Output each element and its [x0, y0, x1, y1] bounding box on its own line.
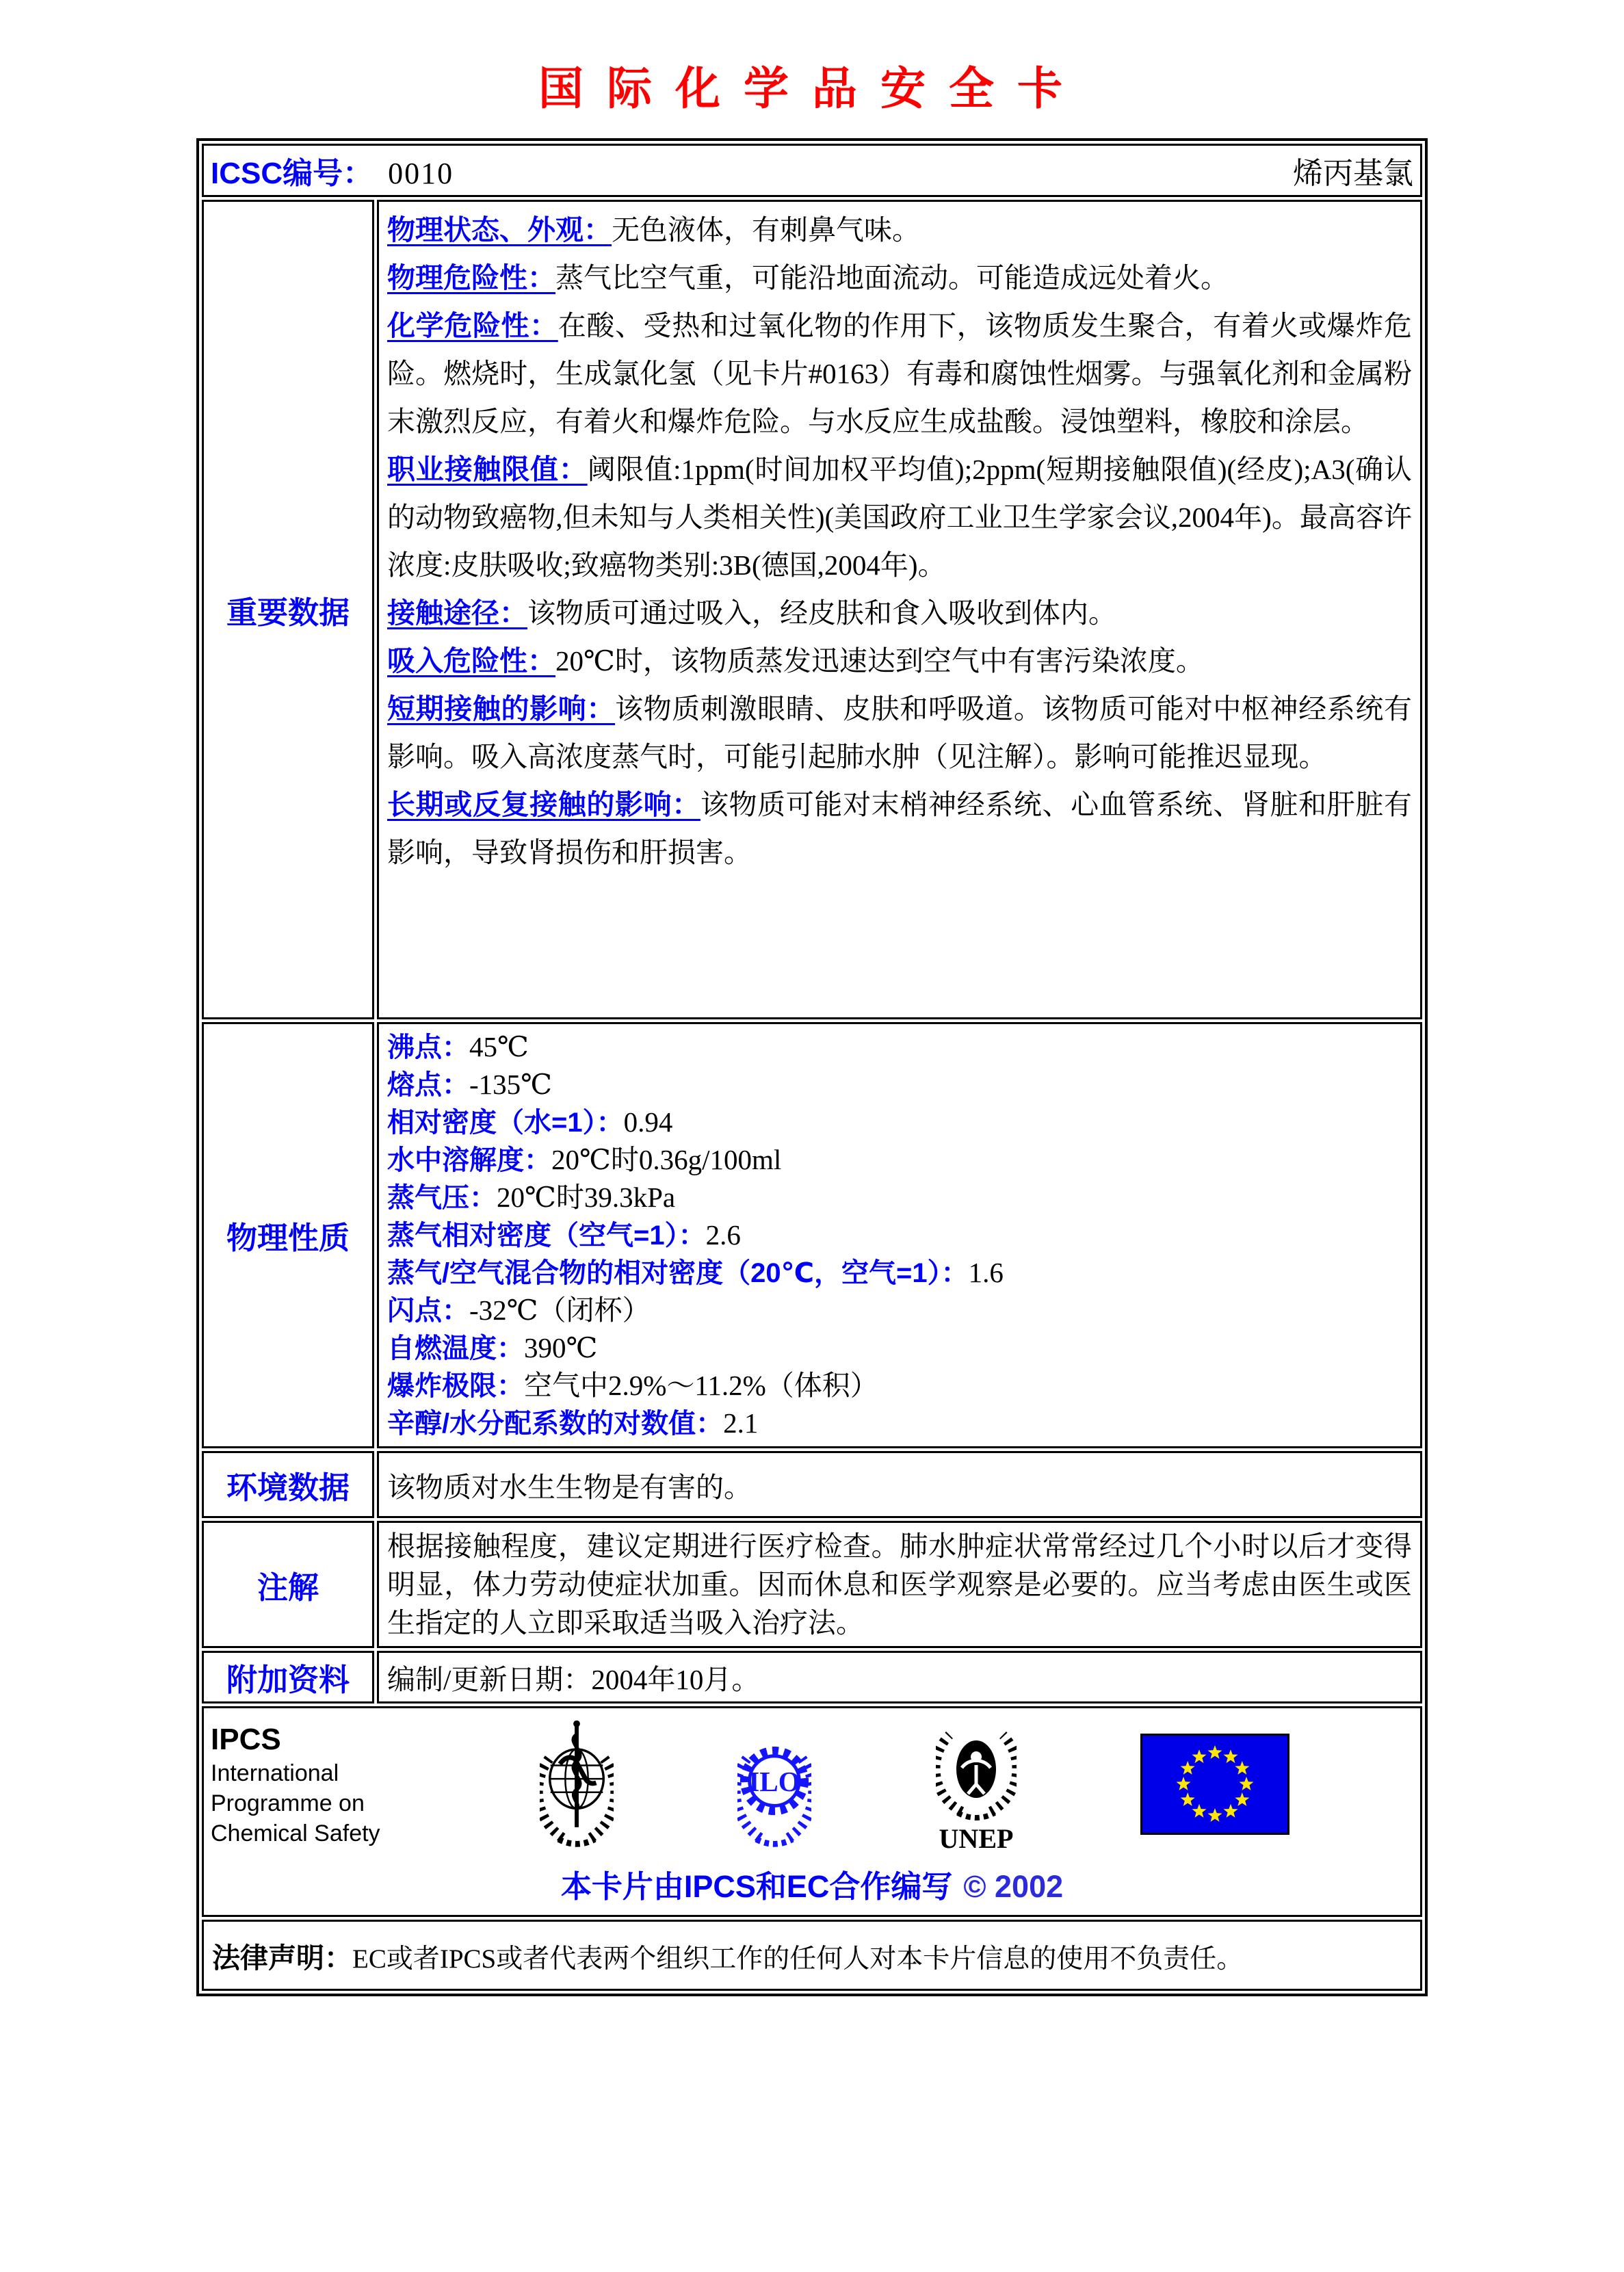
- ipcs-acronym: IPCS: [211, 1723, 281, 1757]
- property-label: 爆炸极限：: [387, 1371, 524, 1401]
- notes-row: [202, 1521, 1422, 1648]
- property-value: 45℃: [469, 1031, 529, 1062]
- important-item: [387, 685, 1412, 781]
- environment-row: [202, 1451, 1422, 1518]
- header-row: [202, 144, 1422, 197]
- property-value: 2.1: [723, 1407, 759, 1439]
- field-text: 该物质可通过吸入，经皮肤和食入吸收到体内。: [527, 597, 1116, 629]
- property-label: 熔点：: [387, 1070, 469, 1100]
- important-item: [387, 445, 1412, 589]
- property-label: 闪点：: [387, 1296, 469, 1326]
- property-value: -32℃（闭杯）: [469, 1294, 651, 1326]
- legal-row: [202, 1920, 1422, 1991]
- section-label-notes: 注解: [202, 1521, 374, 1648]
- physical-property-row: [387, 1292, 1412, 1329]
- header-cell: [202, 144, 1422, 197]
- field-label: 物理状态、外观：: [387, 214, 612, 246]
- field-label: 物理危险性：: [387, 262, 555, 293]
- property-value: 1.6: [968, 1257, 1004, 1288]
- section-label-important: 重要数据: [202, 200, 374, 1019]
- important-item: [387, 781, 1412, 876]
- field-text: 蒸气比空气重，可能沿地面流动。可能造成远处着火。: [555, 262, 1229, 293]
- unep-letters: UNEP: [939, 1823, 1014, 1853]
- field-text: 无色液体，有刺鼻气味。: [612, 214, 920, 246]
- physical-property-row: [387, 1216, 1412, 1254]
- icsc-card: [196, 138, 1428, 1996]
- physical-properties-row: [202, 1022, 1422, 1448]
- logos-cell: [202, 1706, 1422, 1917]
- important-item: [387, 206, 1412, 254]
- unep-icon: [936, 1716, 1017, 1856]
- field-text: 阈限值:1ppm(时间加权平均值);2ppm(短期接触限值)(经皮);A3(确认的动物致癌物,但未知与人类相关性)(美国政府工业卫生学家会议,2004年)。最高容许浓度:皮肤吸收;致癌物类别:3B(德国,2004年)。: [387, 454, 1412, 581]
- physical-property-row: [387, 1104, 1412, 1141]
- physical-property-row: [387, 1179, 1412, 1216]
- additional-info-cell: 编制/更新日期：2004年10月。: [377, 1651, 1422, 1703]
- physical-property-row: [387, 1141, 1412, 1179]
- field-label: 吸入危险性：: [387, 645, 555, 677]
- field-text: 该物质刺激眼睛、皮肤和呼吸道。该物质可能对中枢神经系统有影响。吸入高浓度蒸气时，可能引起肺水肿（见注解）。影响可能推迟显现。: [387, 693, 1412, 772]
- property-label: 自燃温度：: [387, 1333, 524, 1363]
- property-value: 20℃时0.36g/100ml: [551, 1144, 782, 1175]
- environment-cell: 该物质对水生生物是有害的。: [377, 1451, 1422, 1518]
- property-value: 空气中2.9%～11.2%（体积）: [524, 1370, 878, 1401]
- field-label: 化学危险性：: [387, 310, 558, 341]
- icsc-number-label: ICSC编号：: [211, 157, 374, 190]
- property-label: 蒸气/空气混合物的相对密度（20℃，空气=1）：: [387, 1258, 969, 1288]
- physical-property-row: [387, 1367, 1412, 1405]
- credit-year: © 2002: [963, 1869, 1064, 1904]
- ilo-icon: [737, 1716, 811, 1856]
- physical-property-row: [387, 1405, 1412, 1442]
- field-label: 职业接触限值：: [387, 454, 588, 485]
- field-text: 20℃时，该物质蒸发迅速达到空气中有害污染浓度。: [555, 645, 1204, 677]
- icsc-number-value: 0010: [388, 157, 454, 190]
- ilo-letters: ILO: [748, 1765, 801, 1797]
- property-value: 20℃时39.3kPa: [497, 1181, 676, 1213]
- icsc-page: [0, 66, 1624, 2272]
- section-label-environment: 环境数据: [202, 1451, 374, 1518]
- physical-properties-cell: [377, 1022, 1422, 1448]
- field-label: 短期接触的影响：: [387, 693, 616, 724]
- legal-text: EC或者IPCS或者代表两个组织工作的任何人对本卡片信息的使用不负责任。: [352, 1944, 1244, 1974]
- field-text: 在酸、受热和过氧化物的作用下，该物质发生聚合，有着火或爆炸危险。燃烧时，生成氯化氢（见卡片#0163）有毒和腐蚀性烟雾。与强氧化剂和金属粉末激烈反应，有着火和爆炸危险。与水反应生成盐酸。浸蚀塑料，橡胶和涂层。: [387, 310, 1413, 437]
- important-item: [387, 254, 1412, 302]
- property-value: -135℃: [469, 1069, 553, 1100]
- section-label-physical: 物理性质: [202, 1022, 374, 1448]
- chemical-name: 烯丙基氯: [1293, 157, 1413, 190]
- property-label: 辛醇/水分配系数的对数值：: [387, 1409, 724, 1439]
- property-label: 沸点：: [387, 1032, 469, 1062]
- property-label: 蒸气压：: [387, 1183, 497, 1213]
- property-value: 2.6: [705, 1219, 741, 1251]
- credit-text: 本卡片由IPCS和EC合作编写: [560, 1869, 953, 1904]
- property-value: 390℃: [524, 1332, 598, 1363]
- section-label-additional: 附加资料: [202, 1651, 374, 1703]
- field-text: 该物质可能对末梢神经系统、心血管系统、肾脏和肝脏有影响，导致肾损伤和肝损害。: [387, 789, 1413, 868]
- field-label: 长期或反复接触的影响：: [387, 789, 700, 820]
- ipcs-text-block: [211, 1722, 416, 1849]
- icsc-number-group: [211, 148, 454, 192]
- important-data-cell: [377, 200, 1422, 1019]
- additional-info-row: [202, 1651, 1422, 1703]
- page-title: 国际化学品安全卡: [538, 64, 1086, 114]
- notes-cell: [377, 1521, 1422, 1648]
- logos-row: [202, 1706, 1422, 1917]
- property-label: 水中溶解度：: [387, 1145, 551, 1175]
- ipcs-line: International: [211, 1760, 339, 1787]
- legal-cell: [202, 1920, 1422, 1991]
- important-item: [387, 302, 1412, 445]
- important-item: [387, 589, 1412, 637]
- notes-text: 根据接触程度，建议定期进行医疗检查。肺水肿症状常常经过几个小时以后才变得明显，体力劳动使症状加重。因而休息和医学观察是必要的。应当考虑由医生或医生指定的人立即采取适当吸入治疗法。: [387, 1530, 1412, 1638]
- property-label: 相对密度（水=1）：: [387, 1108, 624, 1138]
- eu-flag-icon: [1140, 1734, 1289, 1838]
- ipcs-line: Chemical Safety: [211, 1820, 380, 1847]
- legal-label: 法律声明：: [212, 1942, 352, 1974]
- property-label: 蒸气相对密度（空气=1）：: [387, 1220, 706, 1251]
- who-icon: [540, 1716, 614, 1856]
- important-item: [387, 637, 1412, 685]
- ipcs-line: Programme on: [211, 1790, 365, 1817]
- important-data-row: [202, 200, 1422, 1019]
- physical-property-row: [387, 1066, 1412, 1104]
- physical-property-row: [387, 1254, 1412, 1292]
- physical-property-row: [387, 1329, 1412, 1367]
- field-label: 接触途径：: [387, 597, 527, 629]
- credit-line: [211, 1862, 1413, 1906]
- property-value: 0.94: [623, 1106, 673, 1138]
- physical-property-row: [387, 1028, 1412, 1066]
